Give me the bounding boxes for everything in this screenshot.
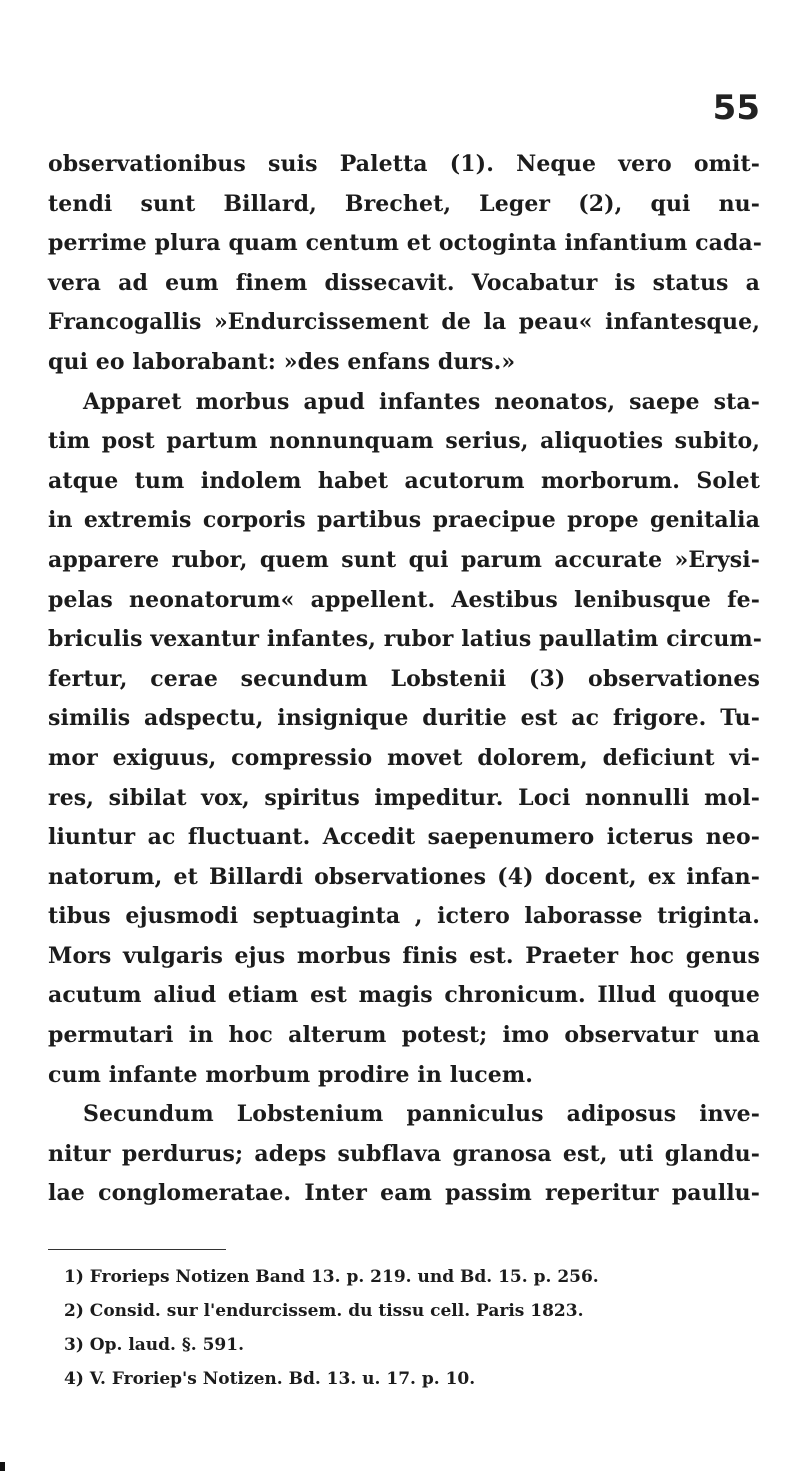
text-line: nitur perdurus; adeps subflava granosa est, uti glandu-: [48, 1140, 760, 1167]
text-line: Francogallis »Endurcissement de la peau« infantesque,: [48, 309, 760, 336]
text-line: vera ad eum finem dissecavit. Vocabatur is status a: [48, 269, 760, 296]
text-line: tim post partum nonnunquam serius, aliquoties subito,: [48, 428, 760, 455]
text-line: qui eo laborabant: »des enfans durs.»: [48, 348, 516, 375]
text-line: mor exiguus, compressio movet dolorem, deficiunt vi-: [48, 744, 760, 771]
text-line: lae conglomeratae. Inter eam passim reperitur paullu-: [48, 1180, 760, 1207]
text-line: Apparet morbus apud infantes neonatos, saepe sta-: [83, 388, 760, 415]
text-line: briculis vexantur infantes, rubor latius paullatim circum-: [48, 626, 763, 653]
text-line: tibus ejusmodi septuaginta , ictero laborasse triginta.: [48, 903, 760, 930]
footnote: 3) Op. laud. §. 591.: [64, 1335, 245, 1355]
text-line: permutari in hoc alterum potest; imo observatur una: [48, 1022, 760, 1049]
page-number: 55: [712, 88, 760, 128]
footnote-rule: [48, 1249, 226, 1250]
text-line: acutum aliud etiam est magis chronicum. Illud quoque: [48, 982, 760, 1009]
text-line: in extremis corporis partibus praecipue prope genitalia: [48, 507, 760, 534]
footnotes: [64, 1260, 764, 1396]
text-line: cum infante morbum prodire in lucem.: [48, 1061, 534, 1088]
text-line: liuntur ac fluctuant. Accedit saepenumero icterus neo-: [48, 824, 760, 851]
text-line: tendi sunt Billard, Brechet, Leger (2), qui nu-: [48, 190, 760, 217]
footnote: 2) Consid. sur l'endurcissem. du tissu cell. Paris 1823.: [64, 1301, 584, 1321]
text-line: pelas neonatorum« appellent. Aestibus lenibusque fe-: [48, 586, 760, 613]
text-line: res, sibilat vox, spiritus impeditur. Loci nonnulli mol-: [48, 784, 760, 811]
body-text: [48, 145, 763, 1214]
text-line: apparere rubor, quem sunt qui parum accurate »Erysi-: [48, 546, 760, 573]
footnote: 1) Frorieps Notizen Band 13. p. 219. und Bd. 15. p. 256.: [64, 1267, 599, 1287]
text-line: Secundum Lobstenium panniculus adiposus inve-: [83, 1101, 760, 1128]
text-line: similis adspectu, insignique duritie est ac frigore. Tu-: [48, 705, 760, 732]
text-line: atque tum indolem habet acutorum morborum. Solet: [48, 467, 760, 494]
scan-edge-mark: [0, 1462, 5, 1471]
footnote: 4) V. Froriep's Notizen. Bd. 13. u. 17. p. 10.: [64, 1369, 476, 1389]
text-line: Mors vulgaris ejus morbus finis est. Praeter hoc genus: [48, 942, 760, 969]
text-line: observationibus suis Paletta (1). Neque vero omit-: [48, 151, 760, 177]
text-line: perrime plura quam centum et octoginta infantium cada-: [48, 230, 763, 257]
text-line: fertur, cerae secundum Lobstenii (3) observationes: [48, 665, 760, 692]
text-line: natorum, et Billardi observationes (4) docent, ex infan-: [48, 863, 760, 890]
